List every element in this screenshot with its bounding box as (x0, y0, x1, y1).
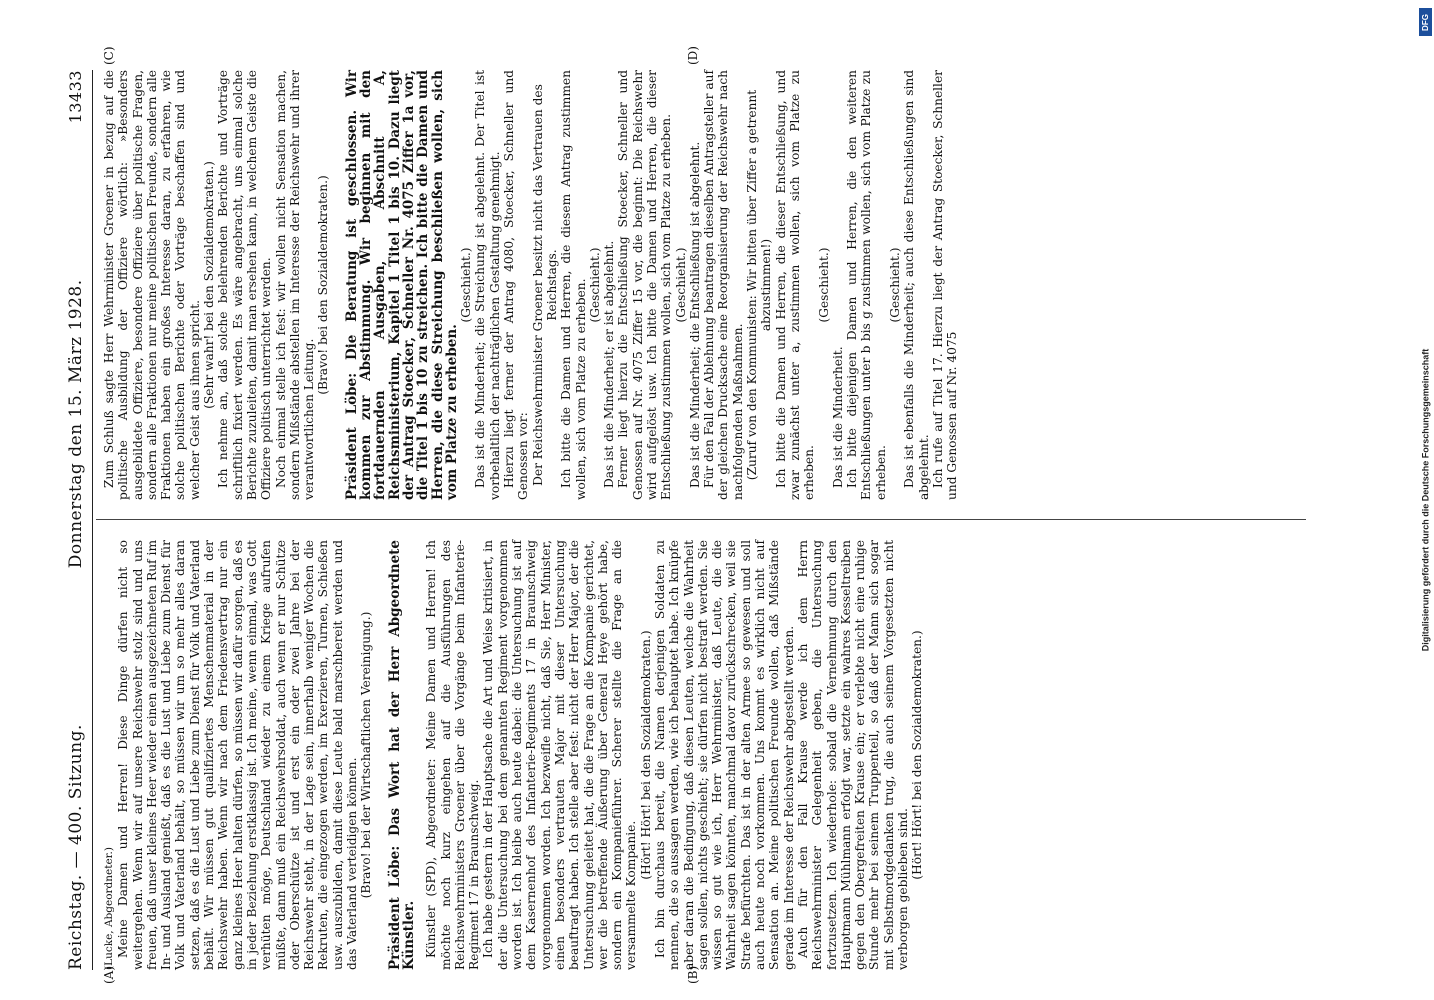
interjection: (Zuruf von den Kommunisten: Wir bitten über Ziffer a getrennt abzustimmen!) (745, 89, 774, 481)
margin-mark-a: (A) (102, 965, 116, 984)
president-line: Präsident Löbe: Das Wort hat der Herr Abgeordnete Künstler. (386, 540, 417, 970)
paragraph: Das ist die Minderheit. (830, 346, 845, 488)
paragraph: Noch einmal stelle ich fest: wir wollen nicht Sensation machen, sondern Mißstände abstellen im Interesse der Reichswehr und ihrer verantwortlichen Leitung. (273, 70, 317, 500)
dfg-logo-text: DFG (1421, 13, 1431, 31)
president-line: Präsident Löbe: Die Beratung ist geschlossen. Wir kommen zur Abstimmung. Wir beginnen mit den fortdauernden Ausgaben, Abschnitt A, Reichsministerium, Kapitel 1 Titel 1 bis 10. Dazu liegt der Antrag Stoecker, Schneller Nr. 4075 Ziffer 1a vor, die Titel 1 bis 10 zu streichen. Ich bitte die Damen und Herren, die diese Streichung beschließen wollen, sich vom Platze zu erheben. (343, 70, 460, 500)
header-left: Reichstag. — 400. Sitzung. (66, 724, 86, 970)
column-divider (96, 519, 1306, 520)
digitization-credit (1418, 10, 1432, 990)
paragraph: Das ist die Minderheit; er ist abgelehnt. (602, 240, 617, 488)
event-note: (Geschieht.) (816, 247, 831, 323)
header-rule (92, 70, 93, 970)
interjection: (Sehr wahr! bei den Sozialdemokraten.) (202, 161, 217, 409)
right-column (102, 70, 960, 500)
paragraph: Das ist ebenfalls die Minderheit; auch diese Entschließungen sind abgelehnt. (902, 70, 931, 500)
left-column (102, 540, 925, 970)
event-note: (Geschieht.) (587, 247, 602, 323)
paragraph: Ich habe gestern in der Hauptsache die Art und Weise kritisiert, in der die Untersuchung bei dem genannten Regiment vorgenommen worden ist. Ich bleibe auch heute dabei: die Untersuchung ist auf dem Kasernenhof des Infanterie-Regiments 17 in Braunschweig vorgenommen worden. Ich bezweifle nicht, daß Sie, Herr Minister, einen besonders vertrauten Major mit dieser Untersuchung beauftragt haben. Ich stelle aber fest: nicht der Herr Major, der die Untersuchung geleitet hat, die die Frage an die Kompanie gerichtet, wer die betreffende Äußerung über General Heye gehört habe, sondern ein Kompanieführer. Scherer stellte die Frage an die versammelte Kompanie. (481, 540, 639, 970)
applause-note: (Hört! Hört! bei den Sozialdemokraten.) (910, 630, 925, 880)
paragraph: Ich bitte die Damen und Herren, die dieser Entschließung, und zwar zunächst unter a, zustimmen wollen, sich vom Platze zu erheben. (773, 70, 817, 500)
quoted-motion: Der Reichswehrminister Groener besitzt nicht das Vertrauen des Reichstags. (530, 84, 559, 486)
margin-mark-c: (C) (102, 46, 116, 65)
paragraph: Ich nehme an, daß solche belehrenden Berichte und Vorträge schriftlich fixiert werden. Es wäre angebracht, uns einmal solche Berichte zuzuleiten, damit man ersehen kann, in welchem Geiste die Offiziere politisch unterrichtet werden. (216, 70, 274, 500)
paragraph: Ich bin durchaus bereit, die Namen derjenigen Soldaten zu nennen, die so aussagen werden, wie ich behauptet habe. Ich knüpfe aber daran die Bedingung, daß diesen Leuten, welche die Wahrheit sagen sollen, nichts geschieht; sie dürfen nicht bestraft werden. Sie wissen so gut wie ich, Herr Wehrminister, daß Leute, die die Wahrheit sagen könnten, manchmal davor zurückschrecken, weil sie Strafe befürchten. Das ist in der alten Armee so gewesen und soll auch heute noch vorkommen. Uns kommt es wirklich nicht auf Sensation an. Meine politischen Freunde wollen, daß Mißstände gerade im Interesse der Reichswehr abgestellt werden. (652, 540, 796, 970)
applause-note: (Bravo! bei der Wirtschaftlichen Vereinigung.) (359, 611, 374, 899)
margin-mark-b: (B) (686, 965, 700, 984)
paragraph: Ich rufe auf Titel 17. Hierzu liegt der Antrag Stoecker, Schneller und Genossen auf Nr. 4075 (930, 70, 960, 500)
event-note: (Geschieht.) (673, 247, 688, 323)
paragraph: Ich bitte diejenigen Damen und Herren, die den weiteren Entschließungen unter b bis g zustimmen wollen, sich vom Platze zu erheben. (845, 70, 888, 500)
event-note: (Geschieht.) (888, 247, 903, 323)
digitization-credit-text: Digitalisierung gefördert durch die Deutsche Forschungsgemeinschaft (1420, 348, 1430, 652)
paragraph: Hierzu liegt ferner der Antrag 4080, Stoecker, Schneller und Genossen vor: (502, 70, 531, 500)
paragraph: Das ist die Minderheit; die Streichung ist abgelehnt. Der Titel ist vorbehaltlich der nachträglichen Gestaltung genehmigt. (473, 70, 502, 500)
paragraph: Ich bitte die Damen und Herren, die diesem Antrag zustimmen wollen, sich vom Platze zu erheben. (559, 70, 588, 500)
event-note: (Geschieht.) (459, 247, 474, 323)
margin-mark-d: (D) (686, 46, 700, 65)
paragraph: Ferner liegt hierzu die Entschließung Stoecker, Schneller und Genossen auf Nr. 4075 Ziffer 15 vor, die beginnt: Die Reichswehr wird aufgelöst usw. Ich bitte die Damen und Herren, die dieser Entschließung zustimmen wollen, sich vom Platze zu erheben. (616, 70, 674, 500)
header-date: Donnerstag den 15. März 1928. (66, 279, 86, 569)
speaker-line: (Lucke, Abgeordneter.) (103, 847, 115, 970)
paragraph: Künstler (SPD), Abgeordneter: Meine Damen und Herren! Ich möchte noch kurz eingehen auf die Ausführungen des Reichswehrministers Groener über die Vorgänge beim Infanterie-Regiment 17 in Braunschweig. (424, 540, 482, 970)
rotated-page (66, 46, 1316, 984)
paragraph: Meine Damen und Herren! Diese Dinge dürfen nicht so weitergehen. Wenn wir auf unsere Reichswehr stolz sind und uns freuen, daß unser kleines Heer wieder einen ausgezeichneten Ruf im In- und Ausland genießt, daß es die Lust und Liebe zum Dienst für Volk und Vaterland behält, so müssen wir um so mehr alles daran setzen, daß es die Lust und Liebe zum Dienst für Volk und Vaterland behält. Wir müssen gut qualifiziertes Menschenmaterial in der Reichswehr haben. Wenn wir nach dem Friedensvertrag nur ein ganz kleines Heer halten dürfen, so müssen wir dafür sorgen, daß es in jeder Beziehung erstklassig ist. Ich meine, wenn einmal, was Gott verhüten möge, Deutschland wieder zu einem Kriege aufrufen müßte, dann muß ein Reichswehrsoldat, auch wenn er nur Schütze oder Oberschütze ist und erst ein oder zwei Jahre bei der Reichswehr steht, in der Lage sein, innerhalb weniger Wochen die Rekruten, die eingezogen werden, im Exerzieren, Turnen, Schießen usw. auszubilden, damit diese Leute bald marschbereit werden und das Vaterland verteidigen können. (116, 540, 360, 970)
page-header (66, 70, 90, 970)
paragraph: Auch für den Fall Krause werde ich dem Herrn Reichswehrminister Gelegenheit geben, die Untersuchung fortzusetzen. Ich wiederhole: sobald die Vernehmung durch den Hauptmann Mühlmann erfolgt war, setzte ein wahres Kesseltreiben gegen den Obergefreiten Krause ein; er verlebte nicht eine ruhige Stunde mehr bei seinem Truppenteil, so daß der Mann sich sogar mit Selbstmordgedanken trug, die auch seinem Vorgesetzten nicht verborgen geblieben sind. (795, 540, 911, 970)
applause-note: (Bravo! bei den Sozialdemokraten.) (316, 175, 331, 395)
applause-note: (Hört! Hört! bei den Sozialdemokraten.) (638, 630, 653, 880)
paragraph: Für den Fall der Ablehnung beantragen dieselben Antragsteller auf der gleichen Drucksache eine Reorganisierung der Reichswehr nach nachfolgenden Maßnahmen. (702, 70, 745, 500)
paragraph: Das ist die Minderheit; die Entschließung ist abgelehnt. (687, 141, 702, 488)
paragraph: Zum Schluß sagte Herr Wehrminister Groener in bezug auf die politische Ausbildung der Offiziere wörtlich: »Besonders ausgebildete Offiziere, besondere Offiziere über politische Fragen, sondern alle Fraktionen nur meine politischen Freunde, sondern alle Fraktionen haben ein großes Interesse daran, zu erfahren, wie solche politischen Berichte oder Vorträge beschaffen sind und welcher Geist aus ihnen spricht. (102, 70, 202, 500)
page-number: 13433 (66, 70, 85, 124)
